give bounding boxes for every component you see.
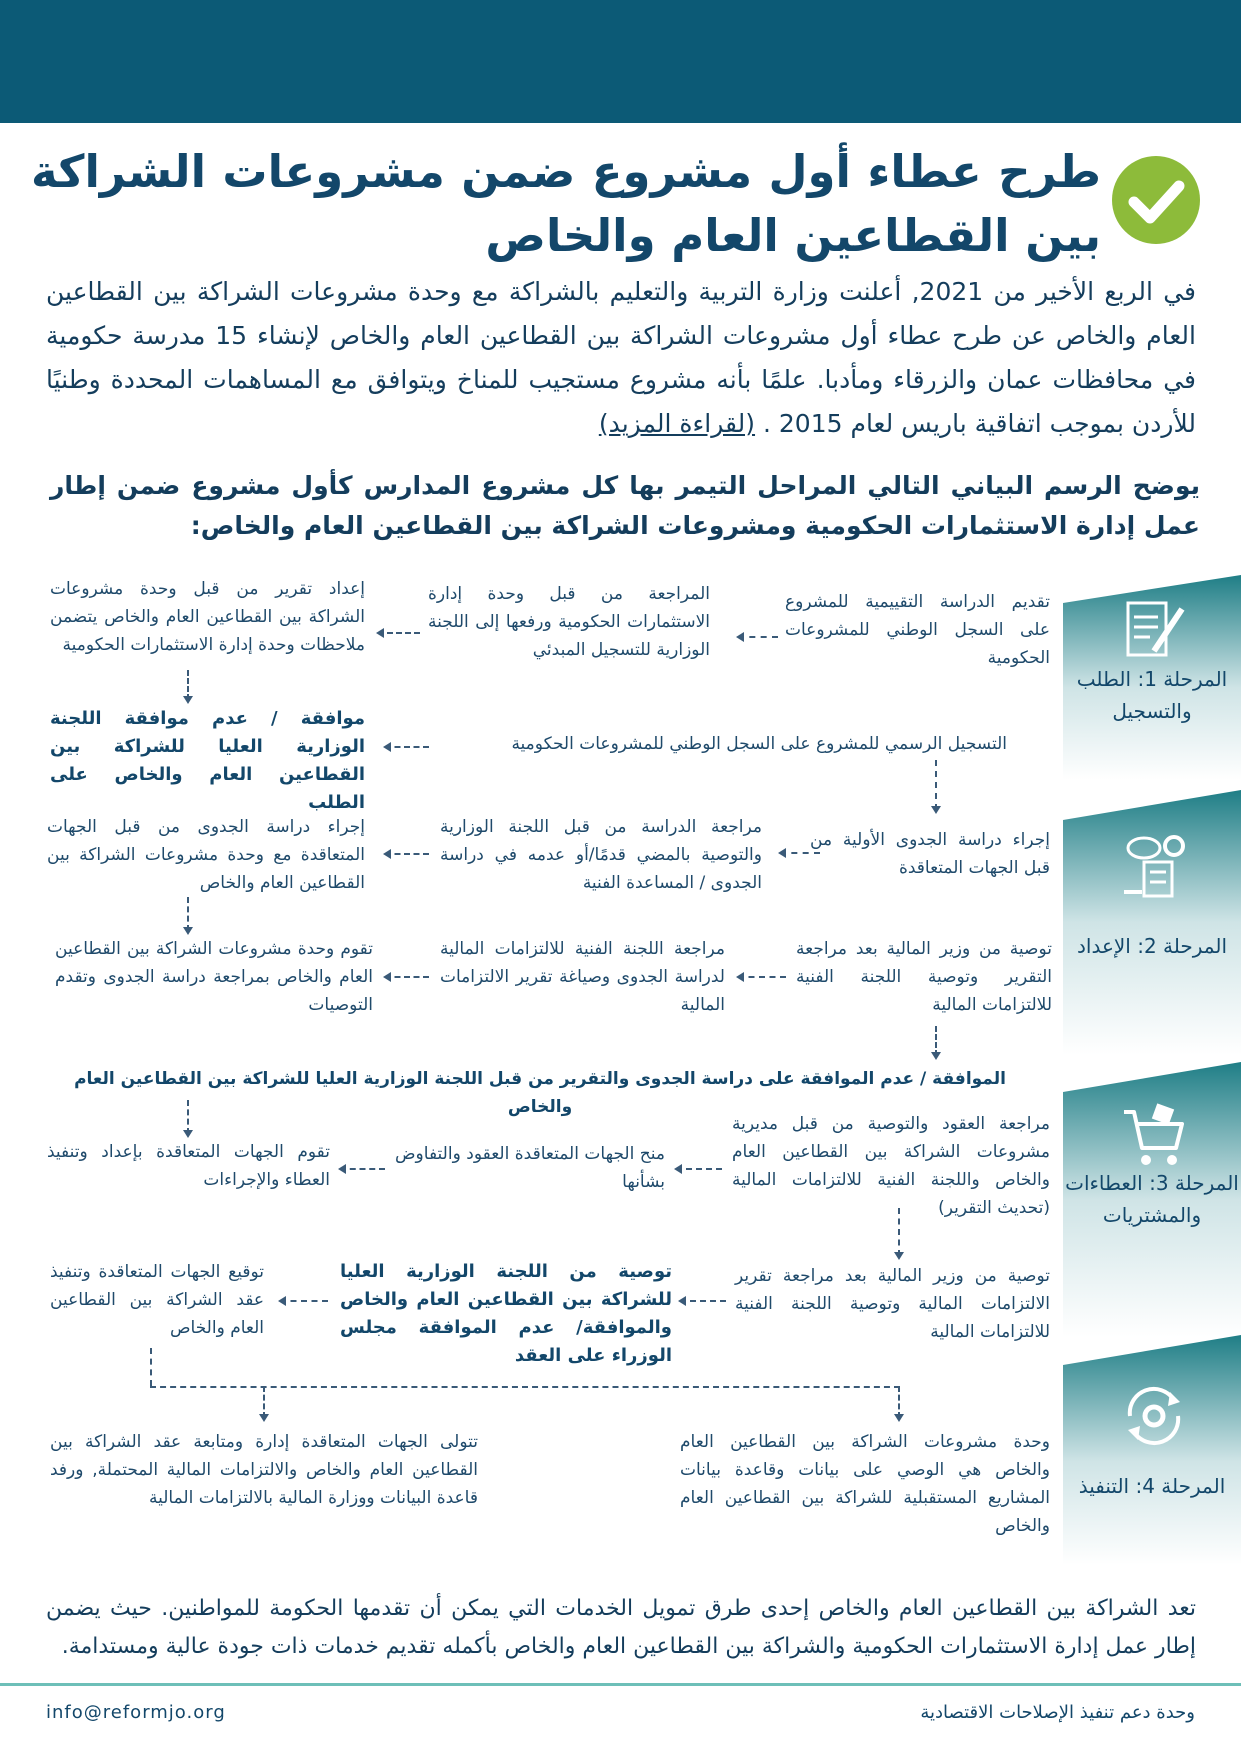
step-minister-report: توصية من وزير المالية بعد مراجعة تقرير الالتزامات المالية وتوصية اللجنة الفنية للالتزامات المالية bbox=[735, 1266, 1050, 1342]
step-final-approval: الموافقة / عدم الموافقة على دراسة الجدوى والتقرير من قبل اللجنة الوزارية العليا للشراكة بين القطاعين العام والخاص bbox=[74, 1069, 1006, 1117]
step-contract-management: تتولى الجهات المتعاقدة إدارة ومتابعة عقد الشراكة بين القطاعين العام والخاص والالتزامات المالية المحتملة, ورفد قاعدة البيانات ووزارة المالية بالالتزامات المالية bbox=[50, 1432, 478, 1508]
arrow-left bbox=[680, 1300, 726, 1302]
arrow-down bbox=[187, 670, 189, 700]
arrow-left bbox=[385, 976, 429, 978]
step-contract-review: مراجعة العقود والتوصية من قبل مديرية مشروعات الشراكة بين القطاعين العام والخاص واللجنة الفنية للالتزامات المالية (تحديث التقرير) bbox=[732, 1114, 1050, 1218]
arrow-left bbox=[738, 976, 786, 978]
step-technical-review: مراجعة اللجنة الفنية للالتزامات المالية لدراسة الجدوى وصياغة تقرير الالتزامات المالية bbox=[440, 939, 725, 1015]
connector-line bbox=[150, 1348, 152, 1386]
arrow-down bbox=[187, 1100, 189, 1134]
arrow-left bbox=[385, 853, 429, 855]
step-official-registration: التسجيل الرسمي للمشروع على السجل الوطني للمشروعات الحكومية bbox=[511, 734, 1007, 754]
arrow-down bbox=[935, 1026, 937, 1056]
stage-2-label: المرحلة 2: الإعداد bbox=[1077, 934, 1227, 958]
footer-divider bbox=[0, 1683, 1241, 1686]
check-circle-icon bbox=[1112, 156, 1200, 244]
step-minister-recommendation: توصية من وزير المالية بعد مراجعة التقرير وتوصية اللجنة الفنية للالتزامات المالية bbox=[796, 939, 1052, 1015]
intro-paragraph bbox=[46, 270, 1196, 446]
stage-4-band bbox=[1063, 1335, 1241, 1565]
step-submit-evaluation: تقديم الدراسة التقييمية للمشروع على السجل الوطني للمشروعات الحكومية bbox=[785, 592, 1050, 668]
document-pen-icon bbox=[1118, 595, 1190, 667]
step-unit-review: تقوم وحدة مشروعات الشراكة بين القطاعين العام والخاص بمراجعة دراسة الجدوى وتقدم التوصيات bbox=[55, 939, 373, 1015]
arrow-down bbox=[898, 1208, 900, 1256]
arrow-left bbox=[340, 1168, 385, 1170]
arrow-down bbox=[187, 897, 189, 931]
read-more-link[interactable]: (لقراءة المزيد) bbox=[598, 409, 756, 438]
arrow-down bbox=[263, 1386, 265, 1418]
step-sign-contract: توقيع الجهات المتعاقدة وتنفيذ عقد الشراكة بين القطاعين العام والخاص bbox=[50, 1262, 264, 1338]
step-execute-tender: تقوم الجهات المتعاقدة بإعداد وتنفيذ العطاء والإجراءات bbox=[47, 1142, 330, 1190]
step-cabinet-approval: توصية من اللجنة الوزارية العليا للشراكة بين القطاعين العام والخاص والموافقة/ عدم الموافقة مجلس الوزراء على العقد bbox=[340, 1261, 672, 1366]
step-committee-review: مراجعة الدراسة من قبل اللجنة الوزارية والتوصية بالمضي قدمًا/أو عدمه في دراسة الجدوى / المساعدة الفنية bbox=[440, 817, 762, 893]
lead-paragraph: يوضح الرسم البياني التالي المراحل التيمر بها كل مشروع المدارس كأول مشروع ضمن إطار عمل إدارة الاستثمارات الحكومية ومشروعات الشراكة بين القطاعين العام والخاص: bbox=[50, 471, 1200, 540]
arrow-left bbox=[780, 852, 820, 854]
cloud-gear-checklist-icon bbox=[1118, 830, 1190, 902]
stage-1-band bbox=[1063, 575, 1241, 780]
arrow-left bbox=[676, 1168, 722, 1170]
arrow-down bbox=[935, 760, 937, 810]
arrow-down bbox=[898, 1386, 900, 1418]
arrow-left bbox=[738, 636, 778, 638]
stage-2-band bbox=[1063, 790, 1241, 1055]
closing-paragraph: تعد الشراكة بين القطاعين العام والخاص إحدى طرق تمويل الخدمات التي يمكن أن تقدمها الحكومة للمواطنين. حيث يضمن إطار عمل إدارة الاستثمارات الحكومية والشراكة بين القطاعين العام والخاص بأكمله تقديم خدمات ذات جودة عالية ومستدامة. bbox=[46, 1596, 1196, 1659]
cycle-gear-icon bbox=[1118, 1380, 1190, 1452]
step-investment-review: المراجعة من قبل وحدة إدارة الاستثمارات الحكومية ورفعها إلى اللجنة الوزارية للتسجيل المبدئي bbox=[428, 584, 710, 660]
stage-3-band bbox=[1063, 1062, 1241, 1337]
stage-1-label: المرحلة 1: الطلب والتسجيل bbox=[1076, 667, 1228, 723]
stage-3-label: المرحلة 3: العطاءات والمشتريات bbox=[1065, 1171, 1239, 1227]
arrow-left bbox=[385, 746, 429, 748]
intro-text: في الربع الأخير من 2021, أعلنت وزارة التربية والتعليم بالشراكة مع وحدة مشروعات الشراكة بين القطاعين العام والخاص عن طرح عطاء أول مشروعات الشراكة بين القطاعين العام والخاص لإنشاء 15 مدرسة حكومية في محافظات عمان والزرقاء ومأدبا. علمًا بأنه مشروع مستجيب للمناخ ويتوافق مع المساهمات المحددة وطنيًا للأردن بموجب اتفاقية باريس لعام 2015 . bbox=[46, 277, 1196, 438]
step-prefeasibility: إجراء دراسة الجدوى الأولية من قبل الجهات المتعاقدة bbox=[810, 830, 1050, 878]
step-committee-approval: موافقة / عدم موافقة اللجنة الوزارية العليا للشراكة بين القطاعين العام والخاص على الطلب bbox=[50, 708, 365, 813]
shopping-cart-icon bbox=[1118, 1100, 1190, 1172]
step-feasibility-study: إجراء دراسة الجدوى من قبل الجهات المتعاقدة مع وحدة مشروعات الشراكة بين القطاعين العام والخاص bbox=[47, 817, 365, 893]
step-grant-contracts: منح الجهات المتعاقدة العقود والتفاوض بشأنها bbox=[395, 1144, 665, 1192]
arrow-left bbox=[280, 1300, 328, 1302]
step-database-custodian: وحدة مشروعات الشراكة بين القطاعين العام والخاص هي الوصي على بيانات وقاعدة بيانات المشاريع المستقبلية للشراكة بين القطاعين العام والخاص bbox=[680, 1432, 1050, 1536]
header-bar bbox=[0, 0, 1241, 123]
page-title: طرح عطاء أول مشروع ضمن مشروعات الشراكة بين القطاعين العام والخاص bbox=[31, 145, 1101, 262]
footer-email[interactable]: info@reformjo.org bbox=[46, 1702, 226, 1723]
step-unit-report: إعداد تقرير من قبل وحدة مشروعات الشراكة بين القطاعين العام والخاص يتضمن ملاحظات وحدة إدارة الاستثمارات الحكومية bbox=[50, 579, 365, 655]
stage-4-label: المرحلة 4: التنفيذ bbox=[1078, 1474, 1226, 1498]
arrow-left bbox=[378, 632, 420, 634]
footer-unit-name: وحدة دعم تنفيذ الإصلاحات الاقتصادية bbox=[920, 1702, 1195, 1723]
